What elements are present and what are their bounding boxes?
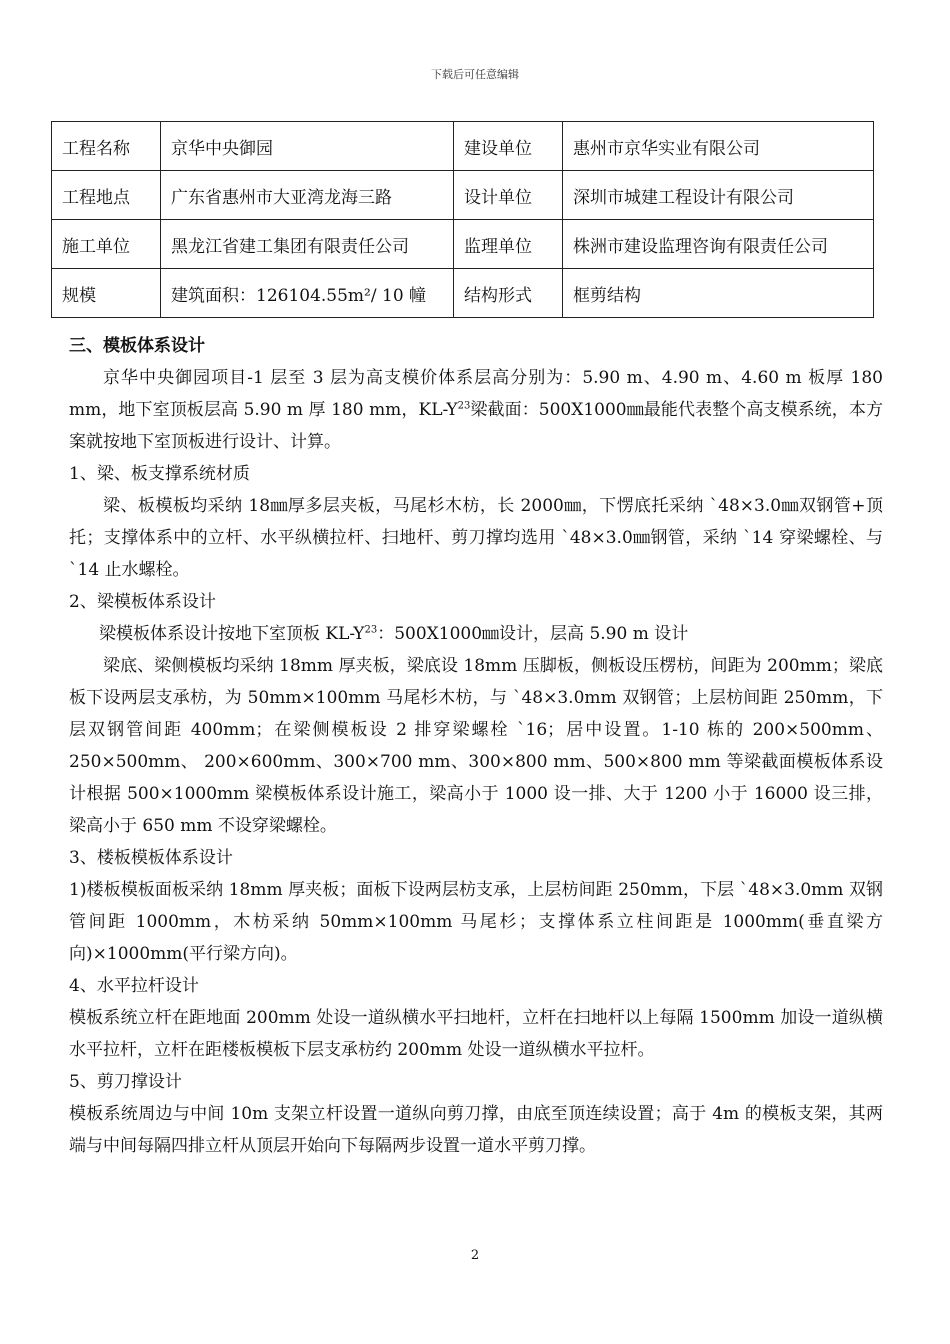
table-row xyxy=(52,220,874,269)
table-row xyxy=(52,122,874,171)
subsection-title-4: 4、水平拉杆设计 xyxy=(69,976,199,996)
superscript: 23 xyxy=(457,400,471,412)
intro-text: 京华中央御园项目-1 层至 3 层为高支模价体系层高分别为：5.90 m、4.90 m、4.60 m 板厚 180 mm，地下室顶板层高 5.90 m 厚 180 mm，KL-Y xyxy=(69,368,883,420)
subsection-title-5: 5、剪刀撑设计 xyxy=(69,1072,182,1092)
line-text: 梁模板体系设计按地下室顶板 KL-Y xyxy=(99,624,365,644)
table-cell: 建设单位 xyxy=(454,122,563,171)
page-number: 2 xyxy=(470,1248,480,1263)
subsection-text-3: 1)楼板模板面板采纳 18mm 厚夹板；面板下设两层枋支承，上层枋间距 250mm，下层 `48×3.0mm 双钢管间距 1000mm，木枋采纳 50mm×100mm 马尾杉；支撑体系立柱间距是 1000mm(垂直梁方向)×1000mm(平行梁方向)。 xyxy=(69,880,883,964)
subsection-line-2 xyxy=(69,618,883,650)
subsection-title-2: 2、梁模板体系设计 xyxy=(69,592,216,612)
header-note: 下载后可任意编辑 xyxy=(431,68,519,81)
project-info-table xyxy=(51,121,874,318)
subsection-text-1: 梁、板模板均采纳 18㎜厚多层夹板，马尾杉木枋，长 2000㎜，下愣底托采纳 `48×3.0㎜双钢管+顶托；支撑体系中的立杆、水平纵横拉杆、扫地杆、剪刀撑均选用 `48×3.0㎜钢管，采纳 `14 穿梁螺栓、与 `14 止水螺栓。 xyxy=(69,496,883,580)
table-cell: 株洲市建设监理咨询有限责任公司 xyxy=(563,220,874,269)
line-text-cont: ：500X1000㎜设计，层高 5.90 m 设计 xyxy=(377,624,689,644)
intro-paragraph xyxy=(69,362,883,458)
table-row xyxy=(52,269,874,318)
subsection-text-5: 模板系统周边与中间 10m 支架立杆设置一道纵向剪刀撑，由底至顶连续设置；高于 4m 的模板支架，其两端与中间每隔四排立杆从顶层开始向下每隔两步设置一道水平剪刀撑。 xyxy=(69,1104,883,1156)
subsection-title-1: 1、梁、板支撑系统材质 xyxy=(69,464,250,484)
subsection-text-4: 模板系统立杆在距地面 200mm 处设一道纵横水平扫地杆，立杆在扫地杆以上每隔 1500mm 加设一道纵横水平拉杆，立杆在距楼板模板下层支承枋约 200mm 处设一道纵横水平拉杆。 xyxy=(69,1008,883,1060)
section-title: 三、模板体系设计 xyxy=(69,336,205,356)
subsection-text-2: 梁底、梁侧模板均采纳 18mm 厚夹板，梁底设 18mm 压脚板，侧板设压楞枋，间距为 200mm；梁底板下设两层支承枋，为 50mm×100mm 马尾杉木枋，与 `48×3.0mm 双钢管；上层枋间距 250mm，下层双钢管间距 400mm；在梁侧模板设 2 排穿梁螺栓 `16；居中设置。1-10 栋的 200×500mm、250×500mm、 200×600mm、300×700 mm、300×800 mm、500×800 mm 等梁截面模板体系设计根据 500×1000mm 梁模板体系设计施工，梁高小于 1000 设一排、大于 1200 小于 16000 设三排，梁高小于 650 mm 不设穿梁螺栓。 xyxy=(69,656,883,836)
table-cell: 设计单位 xyxy=(454,171,563,220)
subsection-title-3: 3、楼板模板体系设计 xyxy=(69,848,233,868)
table-cell: 施工单位 xyxy=(52,220,161,269)
intro-text-cont: 梁截面：500X1000㎜最能代表整个高支模系统，本方案就按地下室顶板进行设计、计算。 xyxy=(69,400,883,452)
superscript: 23 xyxy=(364,624,378,636)
table-cell: 工程名称 xyxy=(52,122,161,171)
table-row xyxy=(52,171,874,220)
table-cell: 规模 xyxy=(52,269,161,318)
table-cell: 工程地点 xyxy=(52,171,161,220)
table-cell: 深圳市城建工程设计有限公司 xyxy=(563,171,874,220)
table-cell: 京华中央御园 xyxy=(161,122,454,171)
document-body xyxy=(69,330,883,1162)
table-cell: 监理单位 xyxy=(454,220,563,269)
table-cell: 结构形式 xyxy=(454,269,563,318)
table-cell: 广东省惠州市大亚湾龙海三路 xyxy=(161,171,454,220)
table-cell: 建筑面积：126104.55m²/ 10 幢 xyxy=(161,269,454,318)
table-cell: 框剪结构 xyxy=(563,269,874,318)
table-cell: 黑龙江省建工集团有限责任公司 xyxy=(161,220,454,269)
table-cell: 惠州市京华实业有限公司 xyxy=(563,122,874,171)
